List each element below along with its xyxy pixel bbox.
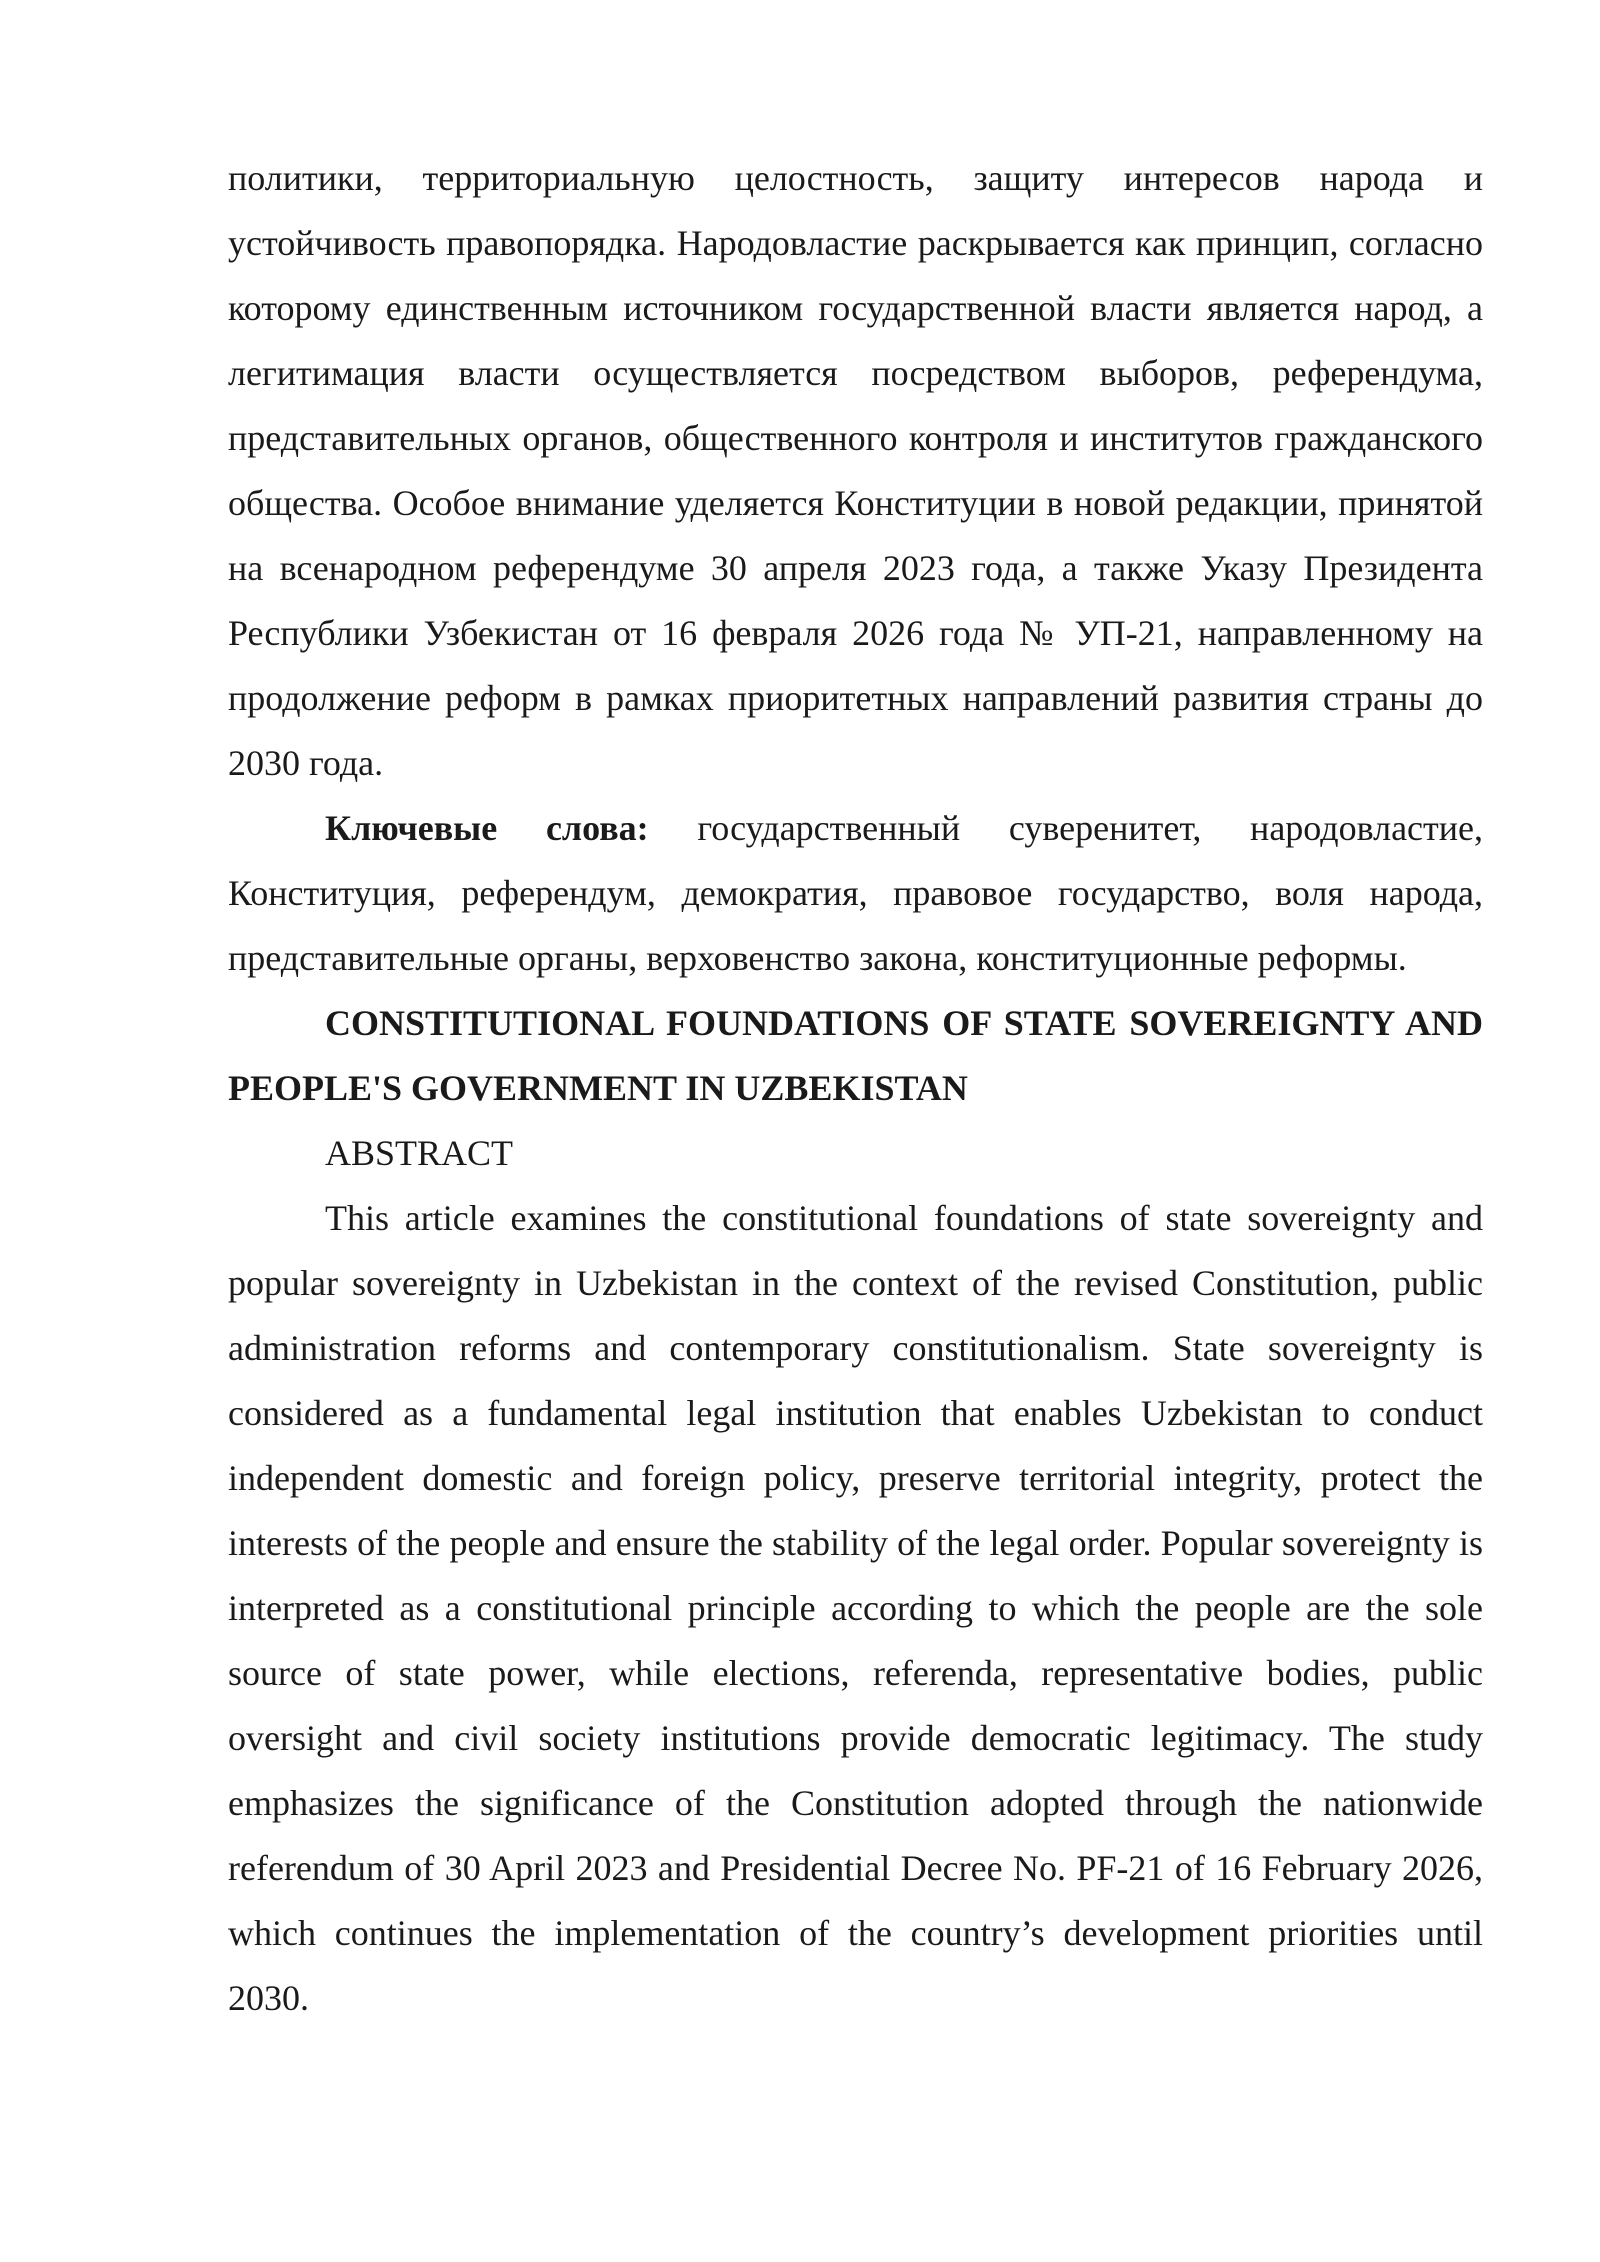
russian-abstract-paragraph: политики, территориальную целостность, защиту интересов народа и устойчивость правопорядка. Народовластие раскрывается как принцип, согласно которому единственным источником государственной власти является народ, а легитимация власти осуществляется посредством выборов, референдума, представительных органов, общественного контроля и институтов гражданского общества. Особое внимание уделяется Конституции в новой редакции, принятой на всенародном референдуме 30 апреля 2023 года, а также Указу Президента Республики Узбекистан от 16 февраля 2026 года № УП-21, направленному на продолжение реформ в рамках приоритетных направлений развития страны до 2030 года. [228,158,1483,783]
text-column [228,146,1483,2031]
english-title: CONSTITUTIONAL FOUNDATIONS OF STATE SOVEREIGNTY AND PEOPLE'S GOVERNMENT IN UZBEKISTAN [228,1003,1483,1108]
keywords-paragraph [228,796,1483,991]
keywords-text: государственный суверенитет, народовластие, Конституция, референдум, демократия, правовое государство, воля народа, представительные органы, верховенство закона, конституционные реформы. [228,808,1483,978]
keywords-label: Ключевые слова: [325,808,649,848]
abstract-heading: ABSTRACT [325,1133,514,1173]
english-abstract-paragraph: This article examines the constitutional foundations of state sovereignty and popular sovereignty in Uzbekistan in the context of the revised Constitution, public administration reforms and contemporary constitutionalism. State sovereignty is considered as a fundamental legal institution that enables Uzbekistan to conduct independent domestic and foreign policy, preserve territorial integrity, protect the interests of the people and ensure the stability of the legal order. Popular sovereignty is interpreted as a constitutional principle according to which the people are the sole source of state power, while elections, referenda, representative bodies, public oversight and civil society institutions provide democratic legitimacy. The study emphasizes the significance of the Constitution adopted through the nationwide referendum of 30 April 2023 and Presidential Decree No. PF-21 of 16 February 2026, which continues the implementation of the country’s development priorities until 2030. [228,1198,1483,2018]
